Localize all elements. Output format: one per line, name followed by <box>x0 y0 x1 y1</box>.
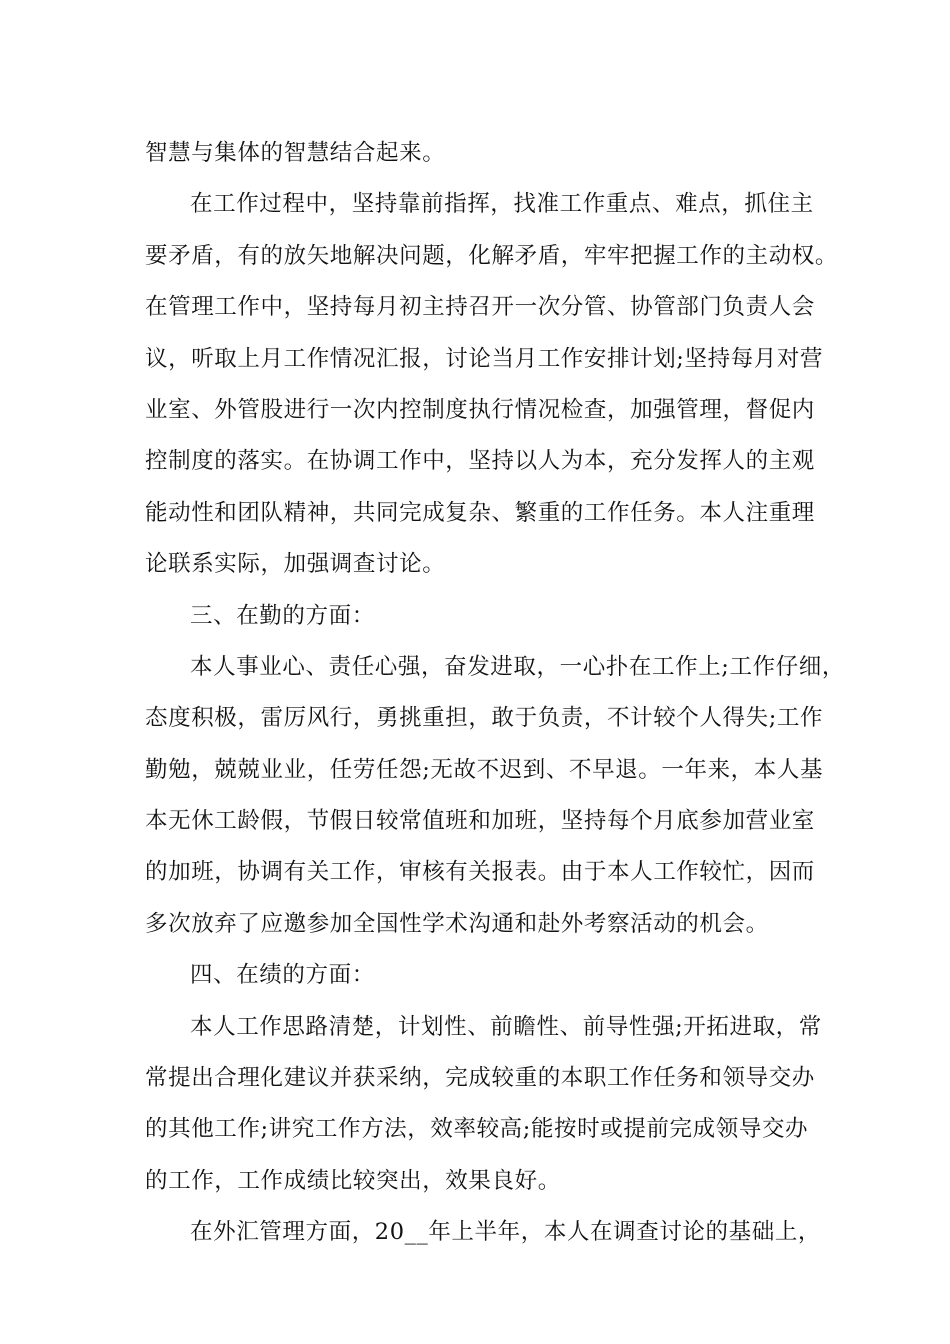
text-line: 能动性和团队精神，共同完成复杂、繁重的工作任务。本人注重理 <box>145 499 815 526</box>
text-line: 议，听取上月工作情况汇报，讨论当月工作安排计划;坚持每月对营 <box>145 345 824 372</box>
text-line: 本无休工龄假，节假日较常值班和加班，坚持每个月底参加营业室 <box>145 808 815 835</box>
text-line: 三、在勤的方面： <box>190 602 375 629</box>
body-text <box>145 128 845 1259</box>
text-line: 的其他工作;讲究工作方法，效率较高;能按时或提前完成领导交办 <box>145 1116 809 1143</box>
text-line: 本人事业心、责任心强，奋发进取，一心扑在工作上;工作仔细， <box>190 653 845 680</box>
text-line: 常提出合理化建议并获采纳，完成较重的本职工作任务和领导交办 <box>145 1065 815 1092</box>
text-line: 多次放弃了应邀参加全国性学术沟通和赴外考察活动的机会。 <box>145 910 769 937</box>
text-line: 在外汇管理方面，20__年上半年，本人在调查讨论的基础上， <box>190 1219 822 1246</box>
text-line: 论联系实际，加强调查讨论。 <box>145 551 446 578</box>
text-line: 要矛盾，有的放矢地解决问题，化解矛盾，牢牢把握工作的主动权。 <box>145 242 839 269</box>
text-line: 控制度的落实。在协调工作中，坚持以人为本，充分发挥人的主观 <box>145 448 815 475</box>
text-line: 的加班，协调有关工作，审核有关报表。由于本人工作较忙，因而 <box>145 859 815 886</box>
text-line: 在管理工作中，坚持每月初主持召开一次分管、协管部门负责人会 <box>145 294 815 321</box>
text-line: 本人工作思路清楚，计划性、前瞻性、前导性强;开拓进取，常 <box>190 1013 822 1040</box>
text-line: 勤勉，兢兢业业，任劳任怨;无故不迟到、不早退。一年来，本人基 <box>145 756 824 783</box>
text-line: 智慧与集体的智慧结合起来。 <box>145 140 446 166</box>
text-line: 态度积极，雷厉风行，勇挑重担，敢于负责，不计较个人得失;工作 <box>145 705 824 732</box>
text-line: 四、在绩的方面： <box>190 962 375 989</box>
text-line: 业室、外管股进行一次内控制度执行情况检查，加强管理，督促内 <box>145 396 815 423</box>
text-line: 在工作过程中，坚持靠前指挥，找准工作重点、难点，抓住主 <box>190 191 814 218</box>
text-line: 的工作，工作成绩比较突出，效果良好。 <box>145 1167 561 1194</box>
